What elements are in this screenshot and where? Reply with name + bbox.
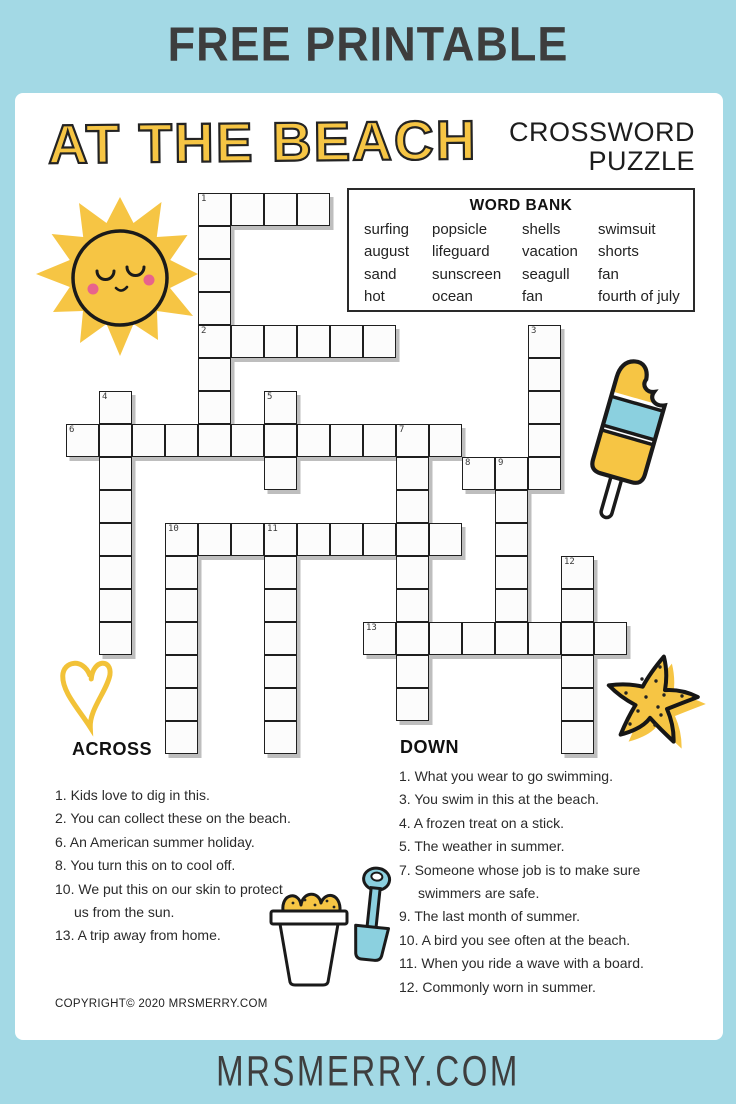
- grid-cell: [132, 424, 165, 457]
- grid-cell: [99, 589, 132, 622]
- grid-cell: [561, 655, 594, 688]
- grid-cell: [264, 688, 297, 721]
- grid-cell: [396, 622, 429, 655]
- cell-number: 6: [69, 425, 75, 435]
- heart-doodle-icon: [57, 651, 131, 745]
- across-header: ACROSS: [72, 739, 153, 759]
- grid-cell: [264, 457, 297, 490]
- page-subtitle: [509, 118, 695, 176]
- grid-cell: [99, 556, 132, 589]
- grid-cell: [264, 655, 297, 688]
- grid-cell: [363, 622, 396, 655]
- grid-cell: [495, 556, 528, 589]
- clue-line: swimmers are safe.: [418, 885, 540, 902]
- grid-cell: [198, 358, 231, 391]
- grid-cell: [528, 424, 561, 457]
- grid-cell: [264, 391, 297, 424]
- starfish-icon: [598, 645, 714, 765]
- clue-line: 9. The last month of summer.: [399, 908, 581, 925]
- grid-cell: [561, 688, 594, 721]
- grid-cell: [165, 622, 198, 655]
- grid-cell: [99, 391, 132, 424]
- grid-cell: [297, 325, 330, 358]
- grid-cell: [495, 622, 528, 655]
- down-header: DOWN: [400, 737, 459, 757]
- bucket-and-shovel-icon: [253, 863, 405, 1003]
- crossword-grid: [66, 193, 627, 754]
- word-bank-word: hot: [364, 288, 385, 306]
- grid-cell: [330, 325, 363, 358]
- cell-number: 4: [102, 392, 108, 402]
- grid-cell: [297, 193, 330, 226]
- grid-cell: [264, 193, 297, 226]
- grid-cell: [198, 424, 231, 457]
- grid-cell: [330, 424, 363, 457]
- cell-number: 9: [498, 458, 504, 468]
- grid-cell: [396, 490, 429, 523]
- grid-cell: [396, 457, 429, 490]
- cell-number: 8: [465, 458, 471, 468]
- subtitle-line-2: PUZZLE: [588, 146, 695, 176]
- grid-cell: [528, 358, 561, 391]
- site-footer: MRSMERRY.COM: [216, 1047, 520, 1095]
- grid-cell: [495, 490, 528, 523]
- word-bank-word: sunscreen: [432, 265, 502, 283]
- grid-cell: [198, 292, 231, 325]
- cell-number: 12: [564, 557, 575, 567]
- grid-cell: [462, 457, 495, 490]
- grid-cell: [264, 424, 297, 457]
- word-bank-title: WORD BANK: [469, 197, 573, 214]
- grid-cell: [495, 523, 528, 556]
- grid-cell: [231, 523, 264, 556]
- word-bank-word: lifeguard: [432, 243, 490, 261]
- grid-cell: [264, 589, 297, 622]
- grid-cell: [264, 325, 297, 358]
- clue-line: 10. A bird you see often at the beach.: [399, 931, 631, 948]
- grid-cell: [99, 490, 132, 523]
- grid-cell: [66, 424, 99, 457]
- clue-line: 6. An American summer holiday.: [55, 833, 255, 850]
- word-bank-word: fan: [598, 265, 619, 283]
- grid-cell: [198, 325, 231, 358]
- word-bank-word: fourth of july: [598, 288, 680, 306]
- clue-line: 1. What you wear to go swimming.: [399, 768, 613, 784]
- grid-cell: [561, 721, 594, 754]
- grid-cell: [528, 391, 561, 424]
- grid-cell: [495, 589, 528, 622]
- grid-cell: [561, 622, 594, 655]
- clue-line: 4. A frozen treat on a stick.: [399, 814, 564, 831]
- clue-line: 10. We put this on our skin to protect: [55, 880, 283, 897]
- grid-cell: [429, 424, 462, 457]
- grid-cell: [528, 325, 561, 358]
- free-printable-banner: FREE PRINTABLE: [167, 16, 569, 72]
- grid-cell: [198, 259, 231, 292]
- down-clues: [399, 765, 709, 999]
- grid-cell: [528, 457, 561, 490]
- word-bank-word: vacation: [522, 243, 578, 261]
- cell-number: 3: [531, 326, 537, 336]
- grid-cell: [429, 622, 462, 655]
- word-bank-word: ocean: [432, 288, 473, 306]
- grid-cell: [429, 523, 462, 556]
- clue-line: 2. You can collect these on the beach.: [55, 810, 291, 827]
- word-bank-word: sand: [364, 265, 397, 283]
- grid-cell: [231, 193, 264, 226]
- subtitle-line-1: CROSSWORD: [509, 117, 695, 147]
- grid-cell: [198, 193, 231, 226]
- grid-cell: [264, 622, 297, 655]
- grid-cell: [99, 424, 132, 457]
- grid-cell: [198, 391, 231, 424]
- cell-number: 5: [267, 392, 273, 402]
- grid-cell: [396, 655, 429, 688]
- clue-line: 11. When you ride a wave with a board.: [399, 955, 644, 972]
- cell-number: 2: [201, 326, 207, 336]
- cell-number: 10: [168, 524, 179, 534]
- grid-cell: [528, 622, 561, 655]
- grid-cell: [396, 589, 429, 622]
- grid-cell: [363, 424, 396, 457]
- grid-cell: [495, 457, 528, 490]
- clue-line: 7. Someone whose job is to make sure: [399, 861, 641, 878]
- grid-cell: [297, 424, 330, 457]
- clue-line: 5. The weather in summer.: [399, 838, 565, 855]
- grid-cell: [99, 457, 132, 490]
- word-bank-word: fan: [522, 288, 543, 306]
- word-bank-word: swimsuit: [598, 221, 656, 238]
- grid-cell: [99, 523, 132, 556]
- word-bank-word: shells: [522, 221, 561, 238]
- grid-cell: [396, 424, 429, 457]
- word-bank-word: seagull: [522, 265, 570, 283]
- clue-line: 13. A trip away from home.: [55, 927, 221, 944]
- grid-cell: [165, 721, 198, 754]
- grid-cell: [363, 325, 396, 358]
- popsicle-icon: [581, 353, 681, 533]
- word-bank-word: popsicle: [432, 221, 488, 238]
- word-bank-word: august: [364, 243, 410, 261]
- grid-cell: [198, 226, 231, 259]
- grid-cell: [561, 556, 594, 589]
- clue-line: us from the sun.: [74, 904, 175, 921]
- grid-cell: [330, 523, 363, 556]
- grid-cell: [165, 523, 198, 556]
- grid-cell: [264, 721, 297, 754]
- grid-cell: [165, 424, 198, 457]
- grid-cell: [231, 325, 264, 358]
- cell-number: 7: [399, 425, 405, 435]
- grid-cell: [396, 556, 429, 589]
- clue-line: 3. You swim in this at the beach.: [399, 791, 600, 808]
- copyright-text: COPYRIGHT© 2020 MRSMERRY.COM: [55, 998, 268, 1010]
- clue-line: 8. You turn this on to cool off.: [55, 857, 236, 874]
- printable-card: [15, 93, 723, 1040]
- grid-cell: [297, 523, 330, 556]
- grid-cell: [396, 523, 429, 556]
- clue-line: 1. Kids love to dig in this.: [55, 787, 210, 803]
- grid-cell: [462, 622, 495, 655]
- page-title: AT THE BEACH: [47, 108, 478, 176]
- word-bank-word: surfing: [364, 221, 410, 238]
- grid-cell: [198, 523, 231, 556]
- cell-number: 13: [366, 623, 377, 633]
- grid-cell: [264, 556, 297, 589]
- clue-line: 12. Commonly worn in summer.: [399, 978, 596, 995]
- grid-cell: [165, 688, 198, 721]
- word-bank-word: shorts: [598, 243, 639, 261]
- grid-cell: [165, 589, 198, 622]
- grid-cell: [264, 523, 297, 556]
- grid-cell: [363, 523, 396, 556]
- grid-cell: [165, 655, 198, 688]
- grid-cell: [396, 688, 429, 721]
- grid-cell: [165, 556, 198, 589]
- grid-cell: [561, 589, 594, 622]
- cell-number: 1: [201, 194, 207, 204]
- cell-number: 11: [267, 524, 278, 534]
- grid-cell: [231, 424, 264, 457]
